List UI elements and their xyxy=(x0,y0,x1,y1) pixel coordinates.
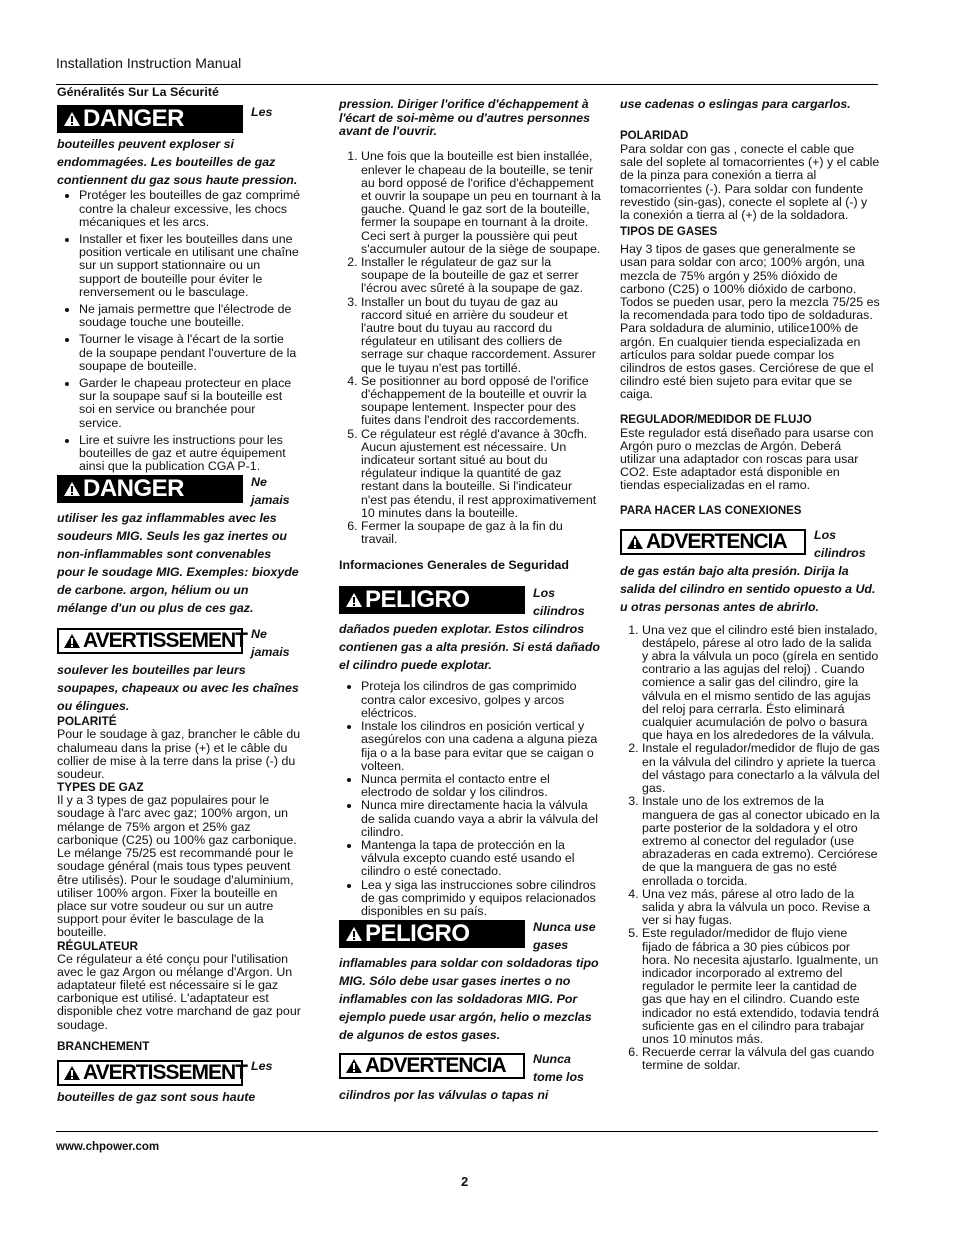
advertencia-sign: ADVERTENCIA xyxy=(620,529,806,555)
tipos-text: Hay 3 tipos de gases que generalmente se usan para soldar con arco; 100% argón, una mezcla de 75% argón y 25% dióxido de carbono (C25) o 100% dióxido de carbono. Todos se pueden usar, pero la mezcla 75/25 es la recomendada para todo tipo de soldaduras. Para soldadura de aluminio, utilice100% de argón. En cualquier tienda especializada en artículos para soldar puede compar los cilindros de estos gases. Cerciórese de que el cilindro esté bien sujeto para evitar que se caiga. xyxy=(620,242,880,402)
branchement-heading: BRANCHEMENT xyxy=(57,1038,150,1053)
list-item: 3. Installer un bout du tuyau de gaz au raccord situé en arrière du soudeur et l'autre bout du tuyau au raccord du régulateur en utilisant des colliers de serrage sur chaque raccordement. Assurer que le tuyau n'est pas tortillé. xyxy=(361,296,601,375)
list-item: • Nunca permita el contacto entre el electrodo de soldar y los cilindros. xyxy=(361,773,601,799)
warning-triangle-icon xyxy=(63,481,81,497)
regulateur-heading: RÉGULATEUR xyxy=(57,938,139,953)
column-french xyxy=(57,86,301,1106)
list-item: • Garder le chapeau protecteur en place sur la soupape sauf si la bouteille est soi en service ou branchée pour service. xyxy=(79,377,301,430)
polarite-text: Pour le soudage à gaz, brancher le câble du chalumeau dans la prise (+) et le câble du collier de mise à la terre dans la prise (-) du soudeur. xyxy=(57,727,301,782)
peligro-sign: PELIGRO xyxy=(339,586,525,614)
polarite-heading: POLARITÉ xyxy=(57,714,117,729)
warning-triangle-icon xyxy=(63,1065,81,1081)
regulateur-text: Ce régulateur a été conçu pour l'utilisation avec le gaz Argon ou mélange d'Argon. Un adaptateur fileté est nécessaire si le gaz carbonique est utilisé. L'adaptateur est disponible chez votre marchand de gaz pour soudage. xyxy=(57,951,301,1032)
peligro-notice-1: PELIGRO Los cilindros dañados pueden explotar. Estos cilindros contienen gas a alta presión. Si está dañado el cilindro puede explotar. xyxy=(339,586,600,673)
warning-triangle-icon xyxy=(63,633,81,649)
list-item: • Instale los cilindros en posición vertical y asegúrelos con una cadena a alguna pieza fija o a la base para evitar que se caigan o volteen. xyxy=(361,720,601,773)
avertissement-sign: AVERTISSEMENT xyxy=(57,628,243,654)
warning-triangle-icon xyxy=(345,592,363,608)
advertencia-notice-1: ADVERTENCIA Nunca tome los cilindros por las válvulas o tapas ni xyxy=(339,1052,584,1103)
list-item: • Mantenga la tapa de protección en la válvula excepto cuando esté usando el cilindro o esté conectado. xyxy=(361,839,601,879)
steps-list-es xyxy=(620,624,880,1073)
list-item: • Installer et fixer les bouteilles dans une position verticale en utilisant une chaîne sur un support stationnaire ou un support de bouteille pour éviter le renversement ou le basculage. xyxy=(79,233,301,299)
continued-warning-es: use cadenas o eslingas para cargarlos. xyxy=(620,97,851,112)
list-item: • Proteja los cilindros de gas comprimido contra calor excesivo, golpes y arcos eléctricos. xyxy=(361,680,601,720)
regulador-text: Este regulador está diseñado para usarse con Argón puro o mezclas de Argón. Deberá utilizar una adaptador con roscas para usar CO2. Este adaptador está disponible en tiendas especializadas en el ramo. xyxy=(620,425,874,493)
bullet-list-fr xyxy=(57,189,301,473)
danger-notice-2: DANGER Ne jamais utiliser les gaz inflammables avec les soudeurs MIG. Seuls les gaz inertes ou non-inflammables sont convenables pour le soudage MIG. Exemples: bioxyde de carbone. argon, hélium ou un mélange d'un ou plus de ces gaz. xyxy=(57,475,299,616)
bottom-rule xyxy=(56,1131,878,1132)
continued-warning-fr: pression. Diriger l'orifice d'échappement à l'écart de soi-mème ou d'autres personnes avant de l'ouvrir. xyxy=(339,97,591,138)
column-spanish xyxy=(620,86,880,1073)
advertencia-sign: ADVERTENCIA xyxy=(339,1053,525,1079)
conexiones-heading: PARA HACER LAS CONEXIONES xyxy=(620,504,802,517)
polaridad-text: Para soldar con gas , conecte el cable que sale del soplete al tomacorrientes (+) y el cable de la pinza para conexión a tierra al tomacorrientes (-). Para soldar con fundente revestido (sin-gas), conecte el soplete al (-) y la conexión a tierra al (+) de la soldadora. xyxy=(620,141,880,222)
tipos-heading: TIPOS DE GASES xyxy=(620,226,718,239)
list-item: 6. Fermer la soupape de gaz à la fin du travail. xyxy=(361,520,601,546)
list-item: 2. Installer le régulateur de gaz sur la soupape de la bouteille de gaz et serrer l'écrou avec sûreté à la soupape de gaz. xyxy=(361,256,601,296)
page-number: 2 xyxy=(461,1174,469,1189)
peligro-notice-2: PELIGRO Nunca use gases inflamables para soldar con soldadoras tipo MIG. Sólo debe usar gases inertes o no inflamables con las soldadoras MIG. Por ejemplo puede usar argón, helio o mezclas de algunos de estos gases. xyxy=(339,920,599,1043)
list-item: 1. Une fois que la bouteille est bien installée, enlever le chapeau de la bouteille, se tenir au bord opposé de l'orifice d'échappement et ouvrir la soupape un peu en tournant à la gauche. Quand le gaz sort de la bouteille, fermer la soupape en tournant à la droite. Ceci sert à purger la poussière qui peut s'accumuler autour de la siège de soupape. xyxy=(361,150,601,256)
list-item: • Lea y siga las instrucciones sobre cilindros de gas comprimido y equipos relacionados disponibles en su país. xyxy=(361,879,601,919)
list-item: 1. Una vez que el cilindro esté bien instalado, destápelo, párese al otro lado de la salida y abra la válvula un poco (gírela en sentido contrario a las agujas del reloj) . Cuando comience a salir gas del cilindro, gire la válvula en el mismo sentido de las agujas del reloj para cerrarla. Ésto eliminará cualquier acumulación de polvo o basura que haya en los alrededores de la válvula. xyxy=(642,624,880,743)
manual-title: Installation Instruction Manual xyxy=(56,55,242,71)
peligro-sign: PELIGRO xyxy=(339,920,525,948)
danger-sign: DANGER xyxy=(57,105,243,133)
regulador-heading: REGULADOR/MEDIDOR DE FLUJO xyxy=(620,413,812,426)
danger-notice-1: DANGER Les bouteilles peuvent exploser si endommagées. Les bouteilles de gaz contiennent du gaz sous haute pression. xyxy=(57,105,298,188)
footer-url: www.chpower.com xyxy=(56,1141,160,1153)
warning-triangle-icon xyxy=(345,926,363,942)
list-item: 6. Recuerde cerrar la válvula del gas cuando termine de soldar. xyxy=(642,1046,880,1072)
avertissement-notice-1: AVERTISSEMENT Ne jamais soulever les bouteilles par leurs soupapes, chapeaux ou avec les chaînes ou élingues. xyxy=(57,627,299,714)
section-heading-securite: Généralités Sur La Sécurité xyxy=(57,85,219,99)
list-item: • Tourner le visage à l'écart de la sortie de la soupape pendant l'ouverture de la soupape de bouteille. xyxy=(79,333,301,373)
types-text: Il y a 3 types de gaz populaires pour le soudage à l'arc avec gaz; 100% argon, un mélange de 75% argon et 25% gaz carbonique (C25) ou 100% gaz carbonique. Le mélange 75/25 est recommandé pour le soudage général (mais tous types peuvent être utilisés). Pour le soudage d'aluminium, utiliser 100% argon. Fixer la bouteille en place sur votre soudeur ou sur un autre support pour éviter le basculage de la bouteille. xyxy=(57,793,297,940)
list-item: 4. Se positionner au bord opposé de l'orifice d'échappement de la bouteille et ouvrir la soupape lentement. Inspecter pour des fuites dans l'endroit des raccordements. xyxy=(361,375,601,428)
steps-list-fr xyxy=(339,150,601,546)
danger-sign: DANGER xyxy=(57,475,243,503)
list-item: 4. Una vez más, párese al otro lado de la salida y abra la válvula un poco. Revise a ver si hay fugas. xyxy=(642,888,880,928)
list-item: • Protéger les bouteilles de gaz comprimé contre la chaleur excessive, les chocs mécaniques et les arcs. xyxy=(79,189,301,229)
list-item: 3. Instale uno de los extremos de la manguera de gas al conector ubicado en la parte posterior de la soldadora y el otro extremo al conector del regulador (use abrazaderas en cada extremo). Cerciórese de que la manguera de gas no esté enrollada o torcida. xyxy=(642,795,880,887)
warning-triangle-icon xyxy=(63,111,81,127)
list-item: 5. Ce régulateur est réglé d'avance à 30cfh. Aucun ajustement est nécessaire. Un indicateur sortant situé au bout du régulateur indique la quantité de gaz restant dans la bouteille. Si l'indicateur n'est pas étendu, il rest approximativement 10 minutes dans la bouteille. xyxy=(361,428,601,520)
avertissement-notice-2: AVERTISSEMENT Les bouteilles de gaz sont sous haute xyxy=(57,1058,273,1104)
warning-triangle-icon xyxy=(345,1058,363,1074)
avertissement-sign: AVERTISSEMENT xyxy=(57,1060,243,1086)
column-middle xyxy=(339,86,601,1104)
list-item: • Lire et suivre les instructions pour les bouteilles de gaz et autre équipement ainsi que la publication CGA P-1. xyxy=(79,434,301,474)
list-item: • Nunca mire directamente hacia la válvula de salida cuando vaya a abrir la válvula del cilindro. xyxy=(361,799,601,839)
section-heading-seguridad: Informaciones Generales de Seguridad xyxy=(339,558,569,573)
types-heading: TYPES DE GAZ xyxy=(57,780,144,795)
advertencia-notice-2: ADVERTENCIA Los cilindros de gas están bajo alta presión. Dirija la salida del cilindro en sentido opuesto a Ud. u otras personas antes de abrirlo. xyxy=(620,527,876,614)
list-item: 5. Este regulador/medidor de flujo viene fijado de fábrica a 30 pies cúbicos por hora. No necesita ajustarlo. Igualmente, un indicador incorporado al extremo del regulador le permite leer la cantidad de gas que hay en el cilindro. Cuando este indicador no está extendido, todavia tendrá suficiente gas en el cilindro para trabajar unos 10 minutos más. xyxy=(642,927,880,1046)
warning-triangle-icon xyxy=(626,534,644,550)
bullet-list-es xyxy=(339,680,601,918)
list-item: • Ne jamais permettre que l'électrode de soudage touche une bouteille. xyxy=(79,303,301,329)
list-item: 2. Instale el regulador/medidor de flujo de gas en la válvula del cilindro y apriete la tuerca del vástago para conectarlo a la válvula del gas. xyxy=(642,742,880,795)
polaridad-heading: POLARIDAD xyxy=(620,129,689,142)
